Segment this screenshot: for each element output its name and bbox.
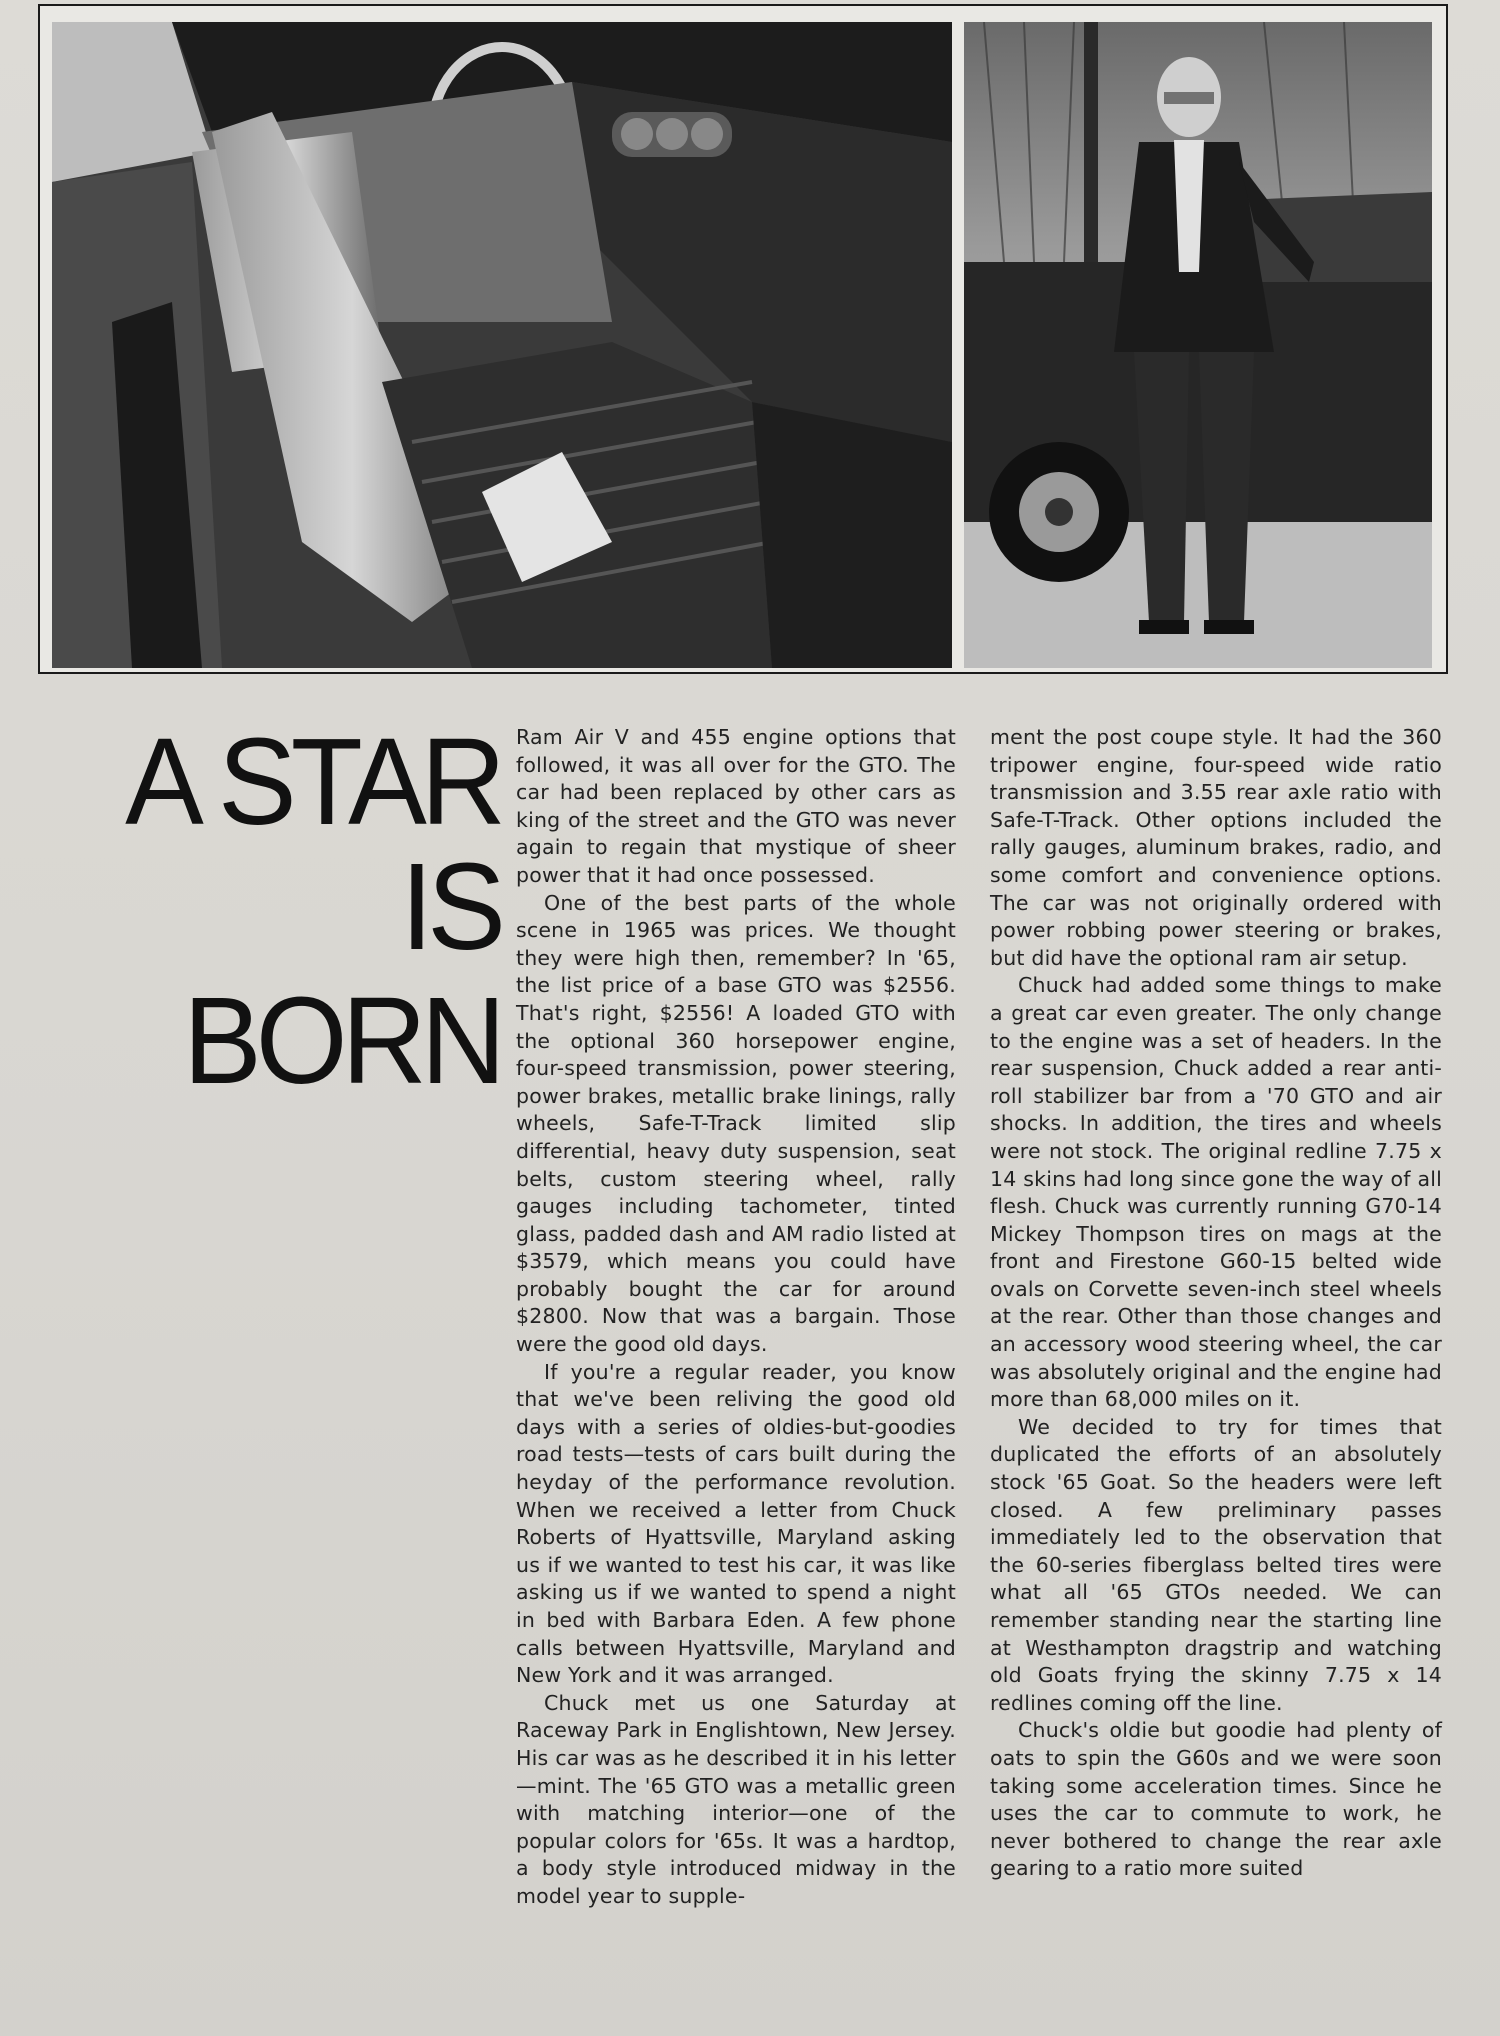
paragraph: If you're a regular reader, you know that we've been reliving the good old days with a series of oldies-but-goodies road tests—tests of cars built during the heyday of the performance revolution. When we received a letter from Chuck Roberts of Hyattsville, Maryland asking us if we wanted to test his car, it was like asking us if we wanted to spend a night in bed with Barbara Eden. A few phone calls between Hyattsville, Maryland and New York and it was arranged. bbox=[516, 1359, 956, 1688]
paragraph: ment the post coupe style. It had the 360 tripower engine, four-speed wide ratio transmission and 3.55 rear axle ratio with Safe-T-Track. Other options included the rally gauges, aluminum brakes, radio, and some comfort and convenience options. The car was not originally ordered with power robbing power steering or brakes, but did have the optional ram air setup. bbox=[990, 725, 1442, 970]
man-with-car-photo bbox=[964, 22, 1432, 668]
paragraph: Ram Air V and 455 engine options that followed, it was all over for the GTO. The car had been replaced by other cars as king of the street and the GTO was never again to regain that mystique of sheer power that it had once possessed. bbox=[516, 725, 956, 887]
text-column-2 bbox=[990, 724, 1442, 1883]
headline bbox=[110, 712, 500, 1111]
paragraph: We decided to try for times that duplicated the efforts of an absolutely stock '65 Goat. So the headers were left closed. A few preliminary passes immediately led to the observation that the 60-series fiberglass belted tires were what all '65 GTOs needed. We can remember standing near the starting line at Westhampton dragstrip and watching old Goats frying the skinny 7.75 x 14 redlines coming off the line. bbox=[990, 1414, 1442, 1715]
photo-frame bbox=[38, 4, 1448, 674]
paragraph: Chuck met us one Saturday at Raceway Park in Englishtown, New Jersey. His car was as he described it in his letter—mint. The '65 GTO was a metallic green with matching interior—one of the popular colors for '65s. It was a hardtop, a body style introduced midway in the model year to supple- bbox=[516, 1690, 956, 1908]
paragraph: One of the best parts of the whole scene in 1965 was prices. We thought they were high then, remember? In '65, the list price of a base GTO was $2556. That's right, $2556! A loaded GTO with the optional 360 horsepower engine, four-speed transmission, power steering, power brakes, metallic brake linings, rally wheels, Safe-T-Track limited slip differential, heavy duty suspension, seat belts, custom steering wheel, rally gauges including tachometer, tinted glass, padded dash and AM radio listed at $3579, which means you could have probably bought the car for around $2800. Now that was a bargain. Those were the good old days. bbox=[516, 890, 956, 1357]
headline-line-2: IS BORN bbox=[183, 837, 500, 1111]
paragraph: Chuck had added some things to make a great car even greater. The only change to the engine was a set of headers. In the rear suspension, Chuck added a rear anti-roll stabilizer bar from a '70 GTO and air shocks. In addition, the tires and wheels were not stock. The original redline 7.75 x 14 skins had long since gone the way of all flesh. Chuck was currently running G70-14 Mickey Thompson tires on mags at the front and Firestone G60-15 belted wide ovals on Corvette seven-inch steel wheels at the rear. Other than those changes and an accessory wood steering wheel, the car was absolutely original and the engine had more than 68,000 miles on it. bbox=[990, 973, 1442, 1412]
paragraph: Chuck's oldie but goodie had plenty of oats to spin the G60s and we were soon taking some acceleration times. Since he uses the car to commute to work, he never bothered to change the rear axle gearing to a ratio more suited bbox=[990, 1718, 1442, 1881]
text-column-1 bbox=[516, 724, 956, 1911]
car-interior-photo bbox=[52, 22, 952, 668]
headline-line-1: A STAR bbox=[125, 712, 500, 852]
